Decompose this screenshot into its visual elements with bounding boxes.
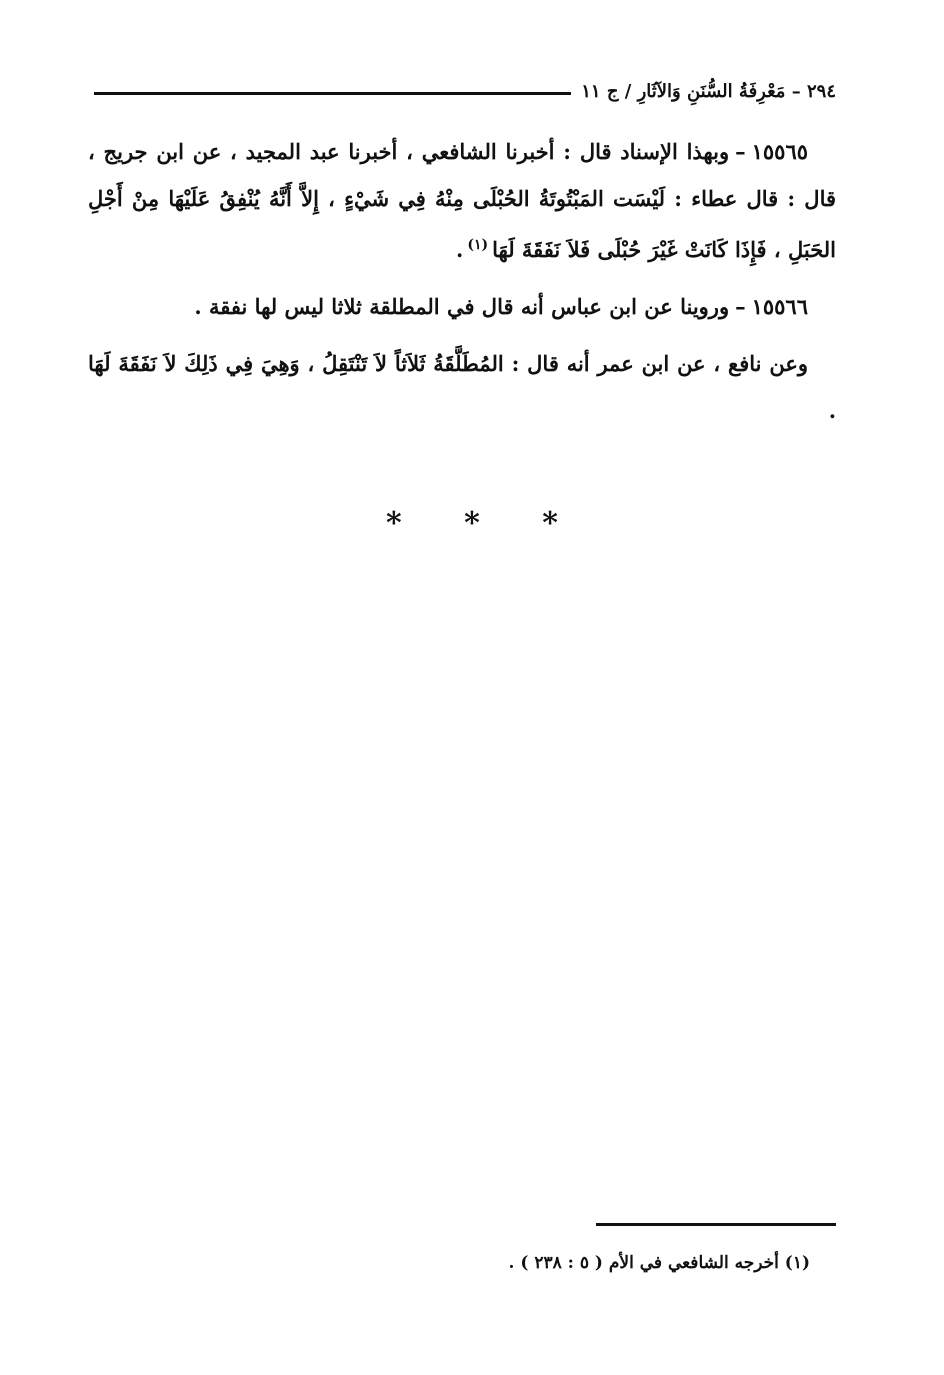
footnote-rule	[596, 1223, 836, 1226]
page-header	[94, 76, 836, 106]
hadith-number: ١٥٥٦٦	[751, 294, 808, 319]
separator-star: *	[464, 506, 480, 541]
end-mark: .	[456, 237, 464, 262]
header-rule	[94, 92, 571, 95]
running-title: ٢٩٤ – مَعْرِفَةُ السُّنَنِ وَالآثَارِ / ج ١١	[581, 80, 836, 102]
narration-text: وروينا عن ابن عباس أنه قال في المطلقة ثلاثا ليس لها نفقة .	[194, 294, 730, 319]
isnad-text: وبهذا الإسناد قال : أخبرنا الشافعي ، أخبرنا عبد المجيد ، عن ابن جريج ، قال : قال عطاء :	[88, 139, 837, 211]
isnad-text: وعن نافع ، عن ابن عمر أنه قال :	[511, 351, 808, 376]
main-text	[88, 128, 836, 434]
footnote: (١) أخرجه الشافعي في الأم ( ٥ : ٢٣٨ ) .	[508, 1253, 810, 1273]
hadith-number: ١٥٥٦٥	[751, 139, 809, 164]
section-separator	[0, 506, 944, 541]
dash: –	[735, 139, 746, 164]
footnote-reference[interactable]: (١)	[467, 237, 489, 253]
end-mark: .	[828, 398, 836, 423]
separator-star: *	[385, 506, 402, 541]
hadith-paragraph	[88, 128, 836, 273]
dash: –	[735, 294, 746, 319]
quoted-text: لَيْسَت المَبْتُوتَةُ الحُبْلَى مِنْهُ فِي شَيْءٍ ، إِلاَّ أَنَّهُ يُنْفِقُ عَلَيْهَا مِنْ أَجْلِ الحَبَلِ ، فَإِذَا كَانَتْ غَيْرَ حُبْلَى فَلاَ نَفَقَةَ لَهَا	[88, 186, 836, 262]
quoted-text: المُطَلَّقَةُ ثَلاَثاً لاَ تَنْتَقِلُ ، وَهِيَ فِي ذَلِكَ لاَ نَفَقَةَ لَهَا	[88, 351, 504, 376]
separator-star: *	[542, 506, 558, 541]
hadith-paragraph	[88, 283, 836, 330]
hadith-paragraph	[88, 340, 836, 434]
